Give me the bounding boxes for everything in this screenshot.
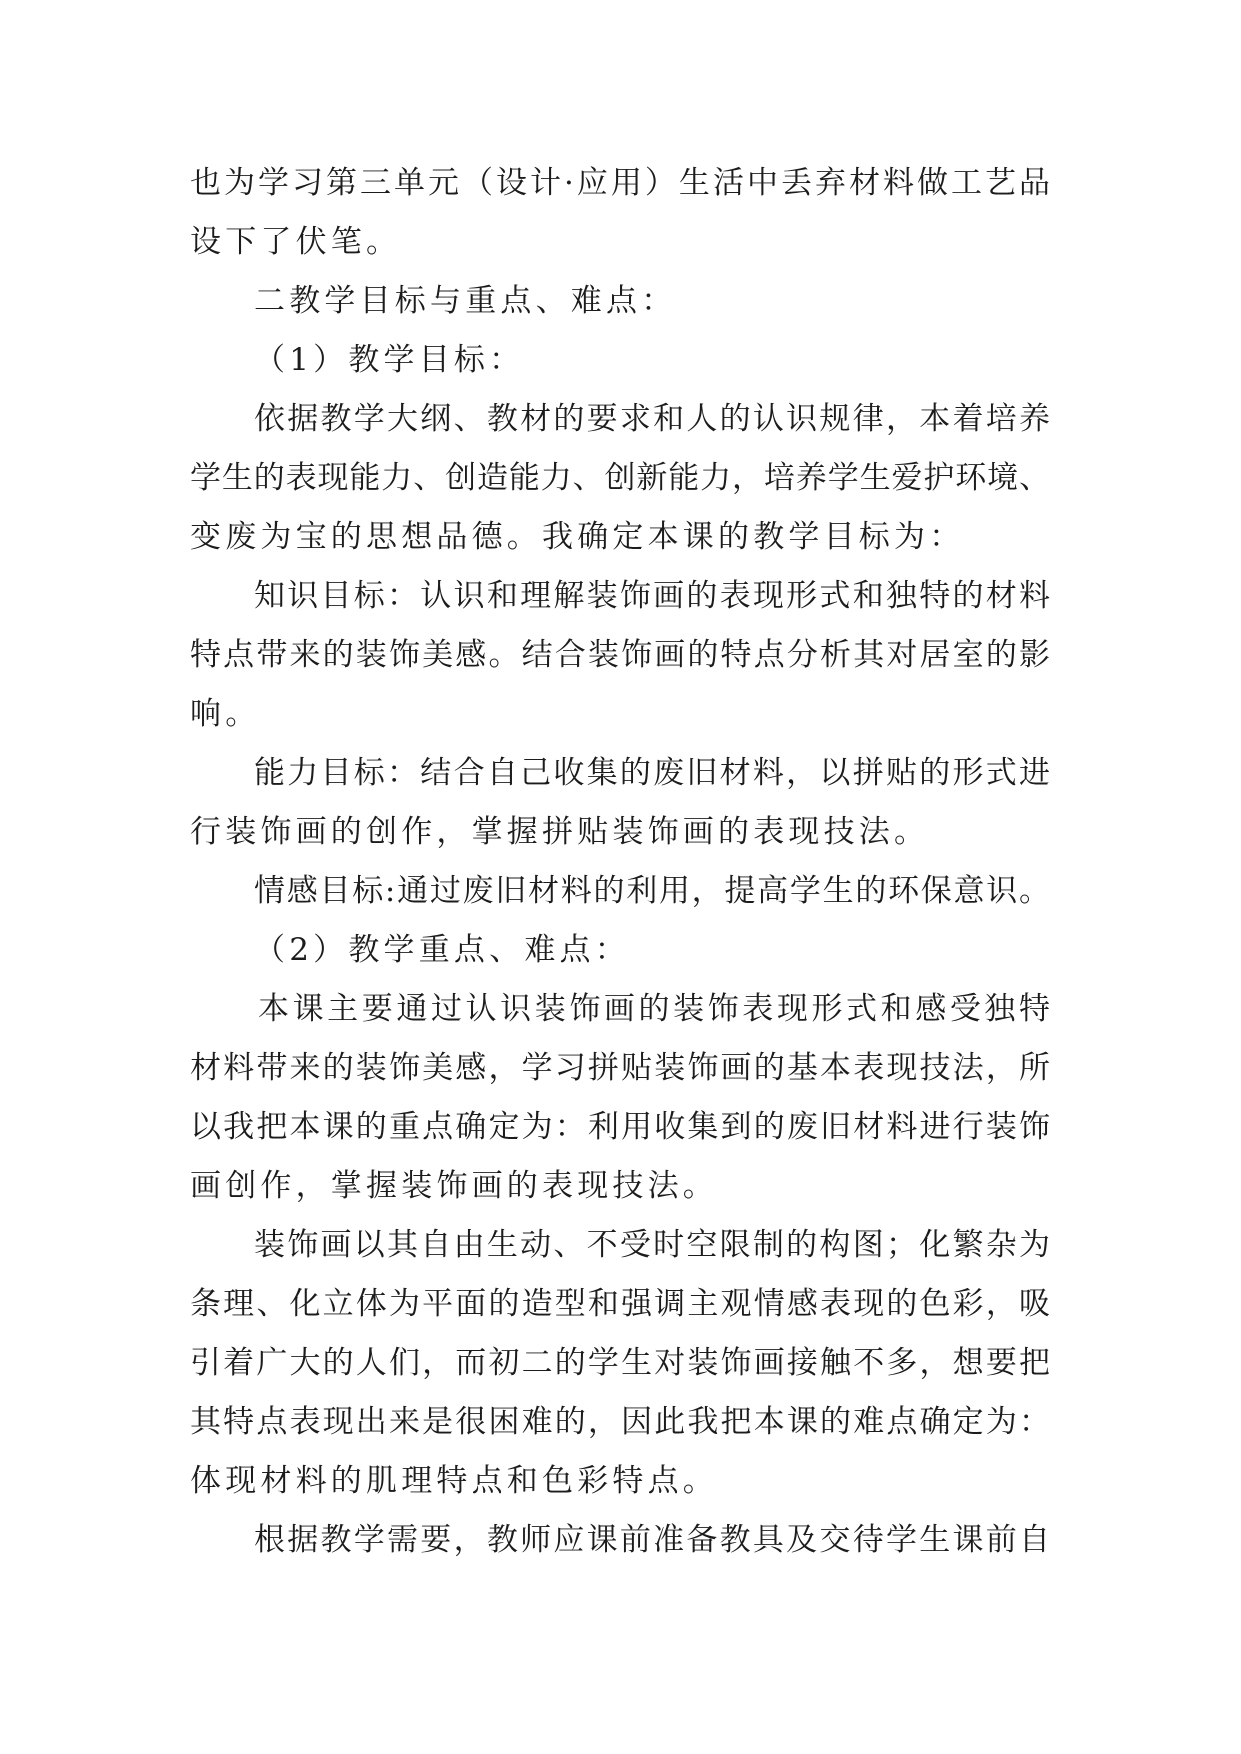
paragraph-line: 能力目标：结合自己收集的废旧材料，以拼贴的形式进 [254, 755, 1050, 791]
paragraph-line: 条理、化立体为平面的造型和强调主观情感表现的色彩，吸 [190, 1286, 1050, 1322]
paragraph-line: 知识目标：认识和理解装饰画的表现形式和独特的材料 [254, 578, 1050, 614]
paragraph-line: 设下了伏笔。 [190, 224, 402, 260]
paragraph-line: 情感目标:通过废旧材料的利用，提高学生的环保意识。 [254, 873, 1050, 909]
paragraph-line: 其特点表现出来是很困难的，因此我把本课的难点确定为： [190, 1404, 1050, 1440]
paragraph-line: 根据教学需要，教师应课前准备教具及交待学生课前自 [254, 1522, 1050, 1558]
paragraph-line: 特点带来的装饰美感。结合装饰画的特点分析其对居室的影 [190, 637, 1050, 673]
paragraph-line: 画创作，掌握装饰画的表现技法。 [190, 1168, 718, 1204]
paragraph-line: 材料带来的装饰美感，学习拼贴装饰画的基本表现技法，所 [190, 1050, 1050, 1086]
subsection-heading: （2）教学重点、难点： [254, 932, 630, 968]
paragraph-line: 依据教学大纲、教材的要求和人的认识规律，本着培养 [254, 401, 1050, 437]
paragraph-line: 装饰画以其自由生动、不受时空限制的构图；化繁杂为 [254, 1227, 1050, 1263]
paragraph-line: 学生的表现能力、创造能力、创新能力，培养学生爱护环境、 [190, 460, 1050, 496]
paragraph-line: 行装饰画的创作，掌握拼贴装饰画的表现技法。 [190, 814, 930, 850]
paragraph-line: 变废为宝的思想品德。我确定本课的教学目标为： [190, 519, 965, 555]
paragraph-line: 响。 [190, 696, 261, 732]
paragraph-line: 引着广大的人们，而初二的学生对装饰画接触不多，想要把 [190, 1345, 1050, 1381]
paragraph-line: 本课主要通过认识装饰画的装饰表现形式和感受独特 [258, 991, 1050, 1027]
paragraph-line: 体现材料的肌理特点和色彩特点。 [190, 1463, 718, 1499]
paragraph-line: 也为学习第三单元（设计·应用）生活中丢弃材料做工艺品 [190, 165, 1050, 201]
subsection-heading: （1）教学目标： [254, 342, 525, 378]
section-heading: 二教学目标与重点、难点： [254, 283, 677, 319]
paragraph-line: 以我把本课的重点确定为：利用收集到的废旧材料进行装饰 [190, 1109, 1050, 1145]
